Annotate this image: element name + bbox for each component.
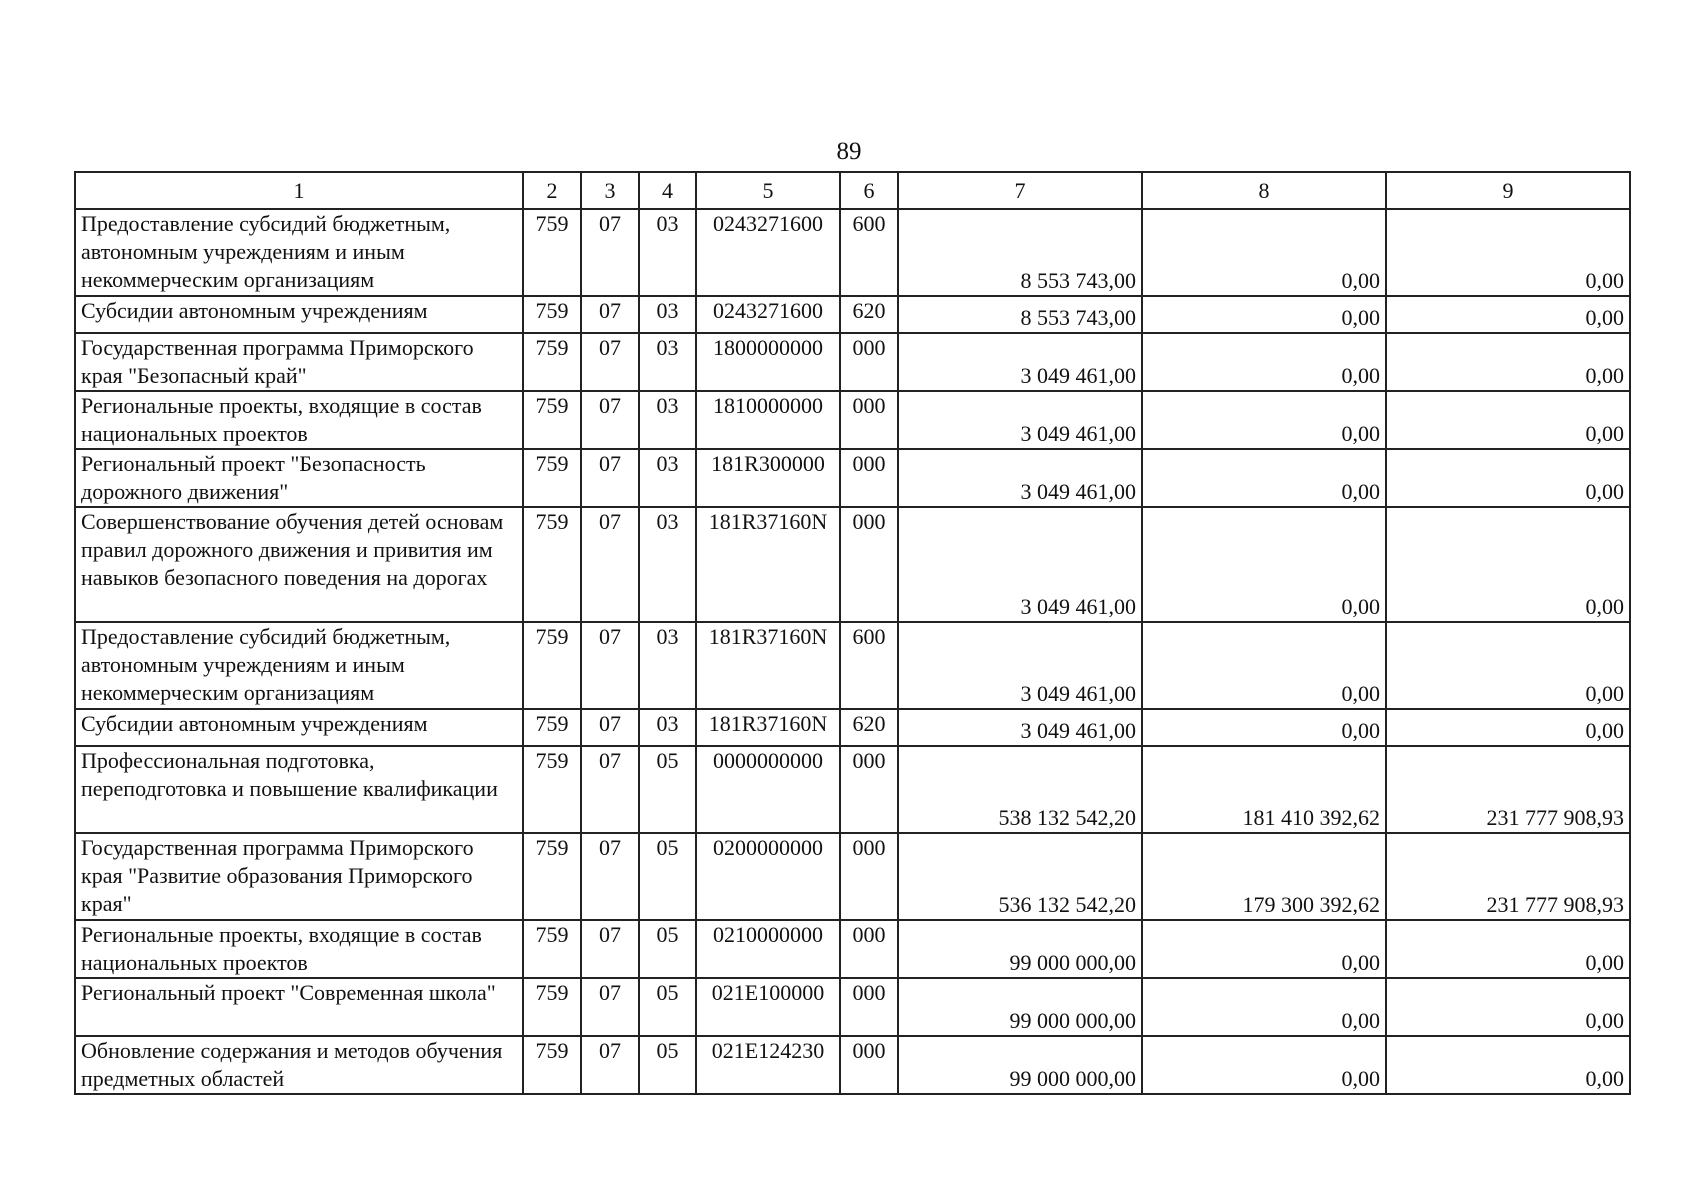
cell-col5: 0200000000	[696, 833, 840, 920]
cell-col3: 07	[581, 1036, 639, 1094]
row-name: Предоставление субсидий бюджетным, автономным учреждениям и иным некоммерческим организациям	[75, 209, 523, 296]
table-row	[75, 296, 1630, 333]
cell-col3: 07	[581, 709, 639, 746]
cell-col7: 3 049 461,00	[898, 507, 1142, 622]
cell-col9: 0,00	[1386, 333, 1630, 391]
table-row	[75, 1036, 1630, 1094]
cell-col4: 03	[639, 391, 696, 449]
cell-col6: 000	[840, 920, 898, 978]
cell-col8: 181 410 392,62	[1142, 746, 1386, 833]
row-name: Обновление содержания и методов обучения предметных областей	[75, 1036, 523, 1094]
cell-col5: 1800000000	[696, 333, 840, 391]
cell-col9: 231 777 908,93	[1386, 746, 1630, 833]
row-name: Региональные проекты, входящие в состав национальных проектов	[75, 920, 523, 978]
cell-col9: 0,00	[1386, 1036, 1630, 1094]
cell-col7: 3 049 461,00	[898, 709, 1142, 746]
cell-col2: 759	[523, 209, 581, 296]
cell-col7: 536 132 542,20	[898, 833, 1142, 920]
cell-col7: 8 553 743,00	[898, 209, 1142, 296]
cell-col8: 0,00	[1142, 622, 1386, 709]
cell-col4: 05	[639, 978, 696, 1036]
table-row	[75, 333, 1630, 391]
cell-col3: 07	[581, 209, 639, 296]
row-name: Региональные проекты, входящие в состав национальных проектов	[75, 391, 523, 449]
cell-col4: 03	[639, 333, 696, 391]
cell-col5: 0243271600	[696, 209, 840, 296]
cell-col4: 05	[639, 1036, 696, 1094]
cell-col7: 99 000 000,00	[898, 1036, 1142, 1094]
row-name: Предоставление субсидий бюджетным, автономным учреждениям и иным некоммерческим организациям	[75, 622, 523, 709]
cell-col8: 0,00	[1142, 978, 1386, 1036]
header-cell: 7	[898, 172, 1142, 209]
cell-col5: 1810000000	[696, 391, 840, 449]
cell-col3: 07	[581, 622, 639, 709]
cell-col9: 0,00	[1386, 622, 1630, 709]
table-row	[75, 209, 1630, 296]
table-row	[75, 449, 1630, 507]
row-name: Региональный проект "Безопасность дорожного движения"	[75, 449, 523, 507]
cell-col7: 3 049 461,00	[898, 333, 1142, 391]
cell-col8: 179 300 392,62	[1142, 833, 1386, 920]
cell-col6: 600	[840, 622, 898, 709]
cell-col6: 000	[840, 449, 898, 507]
cell-col8: 0,00	[1142, 709, 1386, 746]
cell-col4: 05	[639, 746, 696, 833]
cell-col5: 0243271600	[696, 296, 840, 333]
cell-col5: 021E100000	[696, 978, 840, 1036]
cell-col3: 07	[581, 296, 639, 333]
row-name: Совершенствование обучения детей основам правил дорожного движения и привития им навыков безопасного поведения на дорогах	[75, 507, 523, 622]
cell-col5: 181R37160N	[696, 709, 840, 746]
table-row	[75, 391, 1630, 449]
cell-col2: 759	[523, 333, 581, 391]
header-cell: 9	[1386, 172, 1630, 209]
row-name: Государственная программа Приморского края "Безопасный край"	[75, 333, 523, 391]
cell-col3: 07	[581, 391, 639, 449]
cell-col3: 07	[581, 746, 639, 833]
cell-col6: 000	[840, 333, 898, 391]
row-name: Государственная программа Приморского края "Развитие образования Приморского края"	[75, 833, 523, 920]
row-name: Профессиональная подготовка, переподготовка и повышение квалификации	[75, 746, 523, 833]
cell-col7: 3 049 461,00	[898, 622, 1142, 709]
cell-col9: 0,00	[1386, 296, 1630, 333]
cell-col5: 181R37160N	[696, 507, 840, 622]
row-name: Субсидии автономным учреждениям	[75, 709, 523, 746]
cell-col4: 03	[639, 296, 696, 333]
header-cell: 5	[696, 172, 840, 209]
header-cell: 3	[581, 172, 639, 209]
cell-col3: 07	[581, 920, 639, 978]
cell-col4: 03	[639, 507, 696, 622]
cell-col4: 05	[639, 833, 696, 920]
cell-col4: 03	[639, 209, 696, 296]
cell-col9: 0,00	[1386, 391, 1630, 449]
cell-col7: 3 049 461,00	[898, 449, 1142, 507]
cell-col8: 0,00	[1142, 507, 1386, 622]
cell-col2: 759	[523, 746, 581, 833]
cell-col6: 620	[840, 296, 898, 333]
cell-col8: 0,00	[1142, 449, 1386, 507]
cell-col9: 0,00	[1386, 920, 1630, 978]
cell-col5: 021E124230	[696, 1036, 840, 1094]
cell-col3: 07	[581, 507, 639, 622]
cell-col3: 07	[581, 333, 639, 391]
header-cell: 6	[840, 172, 898, 209]
table-row	[75, 978, 1630, 1036]
header-cell: 4	[639, 172, 696, 209]
budget-table	[74, 171, 1631, 1095]
cell-col4: 03	[639, 622, 696, 709]
cell-col4: 03	[639, 709, 696, 746]
cell-col2: 759	[523, 709, 581, 746]
cell-col2: 759	[523, 920, 581, 978]
cell-col9: 0,00	[1386, 709, 1630, 746]
cell-col5: 0210000000	[696, 920, 840, 978]
cell-col7: 99 000 000,00	[898, 920, 1142, 978]
page-number: 89	[836, 138, 862, 165]
cell-col8: 0,00	[1142, 296, 1386, 333]
cell-col6: 000	[840, 391, 898, 449]
table-row	[75, 507, 1630, 622]
cell-col2: 759	[523, 833, 581, 920]
cell-col8: 0,00	[1142, 920, 1386, 978]
cell-col6: 000	[840, 746, 898, 833]
table-row	[75, 709, 1630, 746]
cell-col7: 99 000 000,00	[898, 978, 1142, 1036]
cell-col3: 07	[581, 978, 639, 1036]
cell-col6: 000	[840, 978, 898, 1036]
cell-col5: 0000000000	[696, 746, 840, 833]
header-cell: 2	[523, 172, 581, 209]
cell-col2: 759	[523, 507, 581, 622]
cell-col5: 181R300000	[696, 449, 840, 507]
cell-col6: 600	[840, 209, 898, 296]
cell-col6: 620	[840, 709, 898, 746]
cell-col3: 07	[581, 833, 639, 920]
cell-col7: 8 553 743,00	[898, 296, 1142, 333]
cell-col8: 0,00	[1142, 1036, 1386, 1094]
cell-col8: 0,00	[1142, 391, 1386, 449]
table-row	[75, 746, 1630, 833]
cell-col6: 000	[840, 833, 898, 920]
table-row	[75, 622, 1630, 709]
header-cell: 1	[75, 172, 523, 209]
row-name: Региональный проект "Современная школа"	[75, 978, 523, 1036]
cell-col9: 0,00	[1386, 978, 1630, 1036]
cell-col8: 0,00	[1142, 209, 1386, 296]
cell-col3: 07	[581, 449, 639, 507]
cell-col8: 0,00	[1142, 333, 1386, 391]
cell-col2: 759	[523, 296, 581, 333]
cell-col4: 05	[639, 920, 696, 978]
cell-col2: 759	[523, 1036, 581, 1094]
cell-col2: 759	[523, 978, 581, 1036]
header-row	[75, 172, 1630, 209]
cell-col9: 0,00	[1386, 507, 1630, 622]
table-row	[75, 833, 1630, 920]
cell-col6: 000	[840, 1036, 898, 1094]
row-name: Субсидии автономным учреждениям	[75, 296, 523, 333]
table-row	[75, 920, 1630, 978]
header-cell: 8	[1142, 172, 1386, 209]
cell-col7: 538 132 542,20	[898, 746, 1142, 833]
cell-col9: 0,00	[1386, 449, 1630, 507]
cell-col4: 03	[639, 449, 696, 507]
cell-col2: 759	[523, 449, 581, 507]
cell-col2: 759	[523, 622, 581, 709]
cell-col5: 181R37160N	[696, 622, 840, 709]
cell-col6: 000	[840, 507, 898, 622]
cell-col9: 0,00	[1386, 209, 1630, 296]
cell-col2: 759	[523, 391, 581, 449]
cell-col9: 231 777 908,93	[1386, 833, 1630, 920]
cell-col7: 3 049 461,00	[898, 391, 1142, 449]
